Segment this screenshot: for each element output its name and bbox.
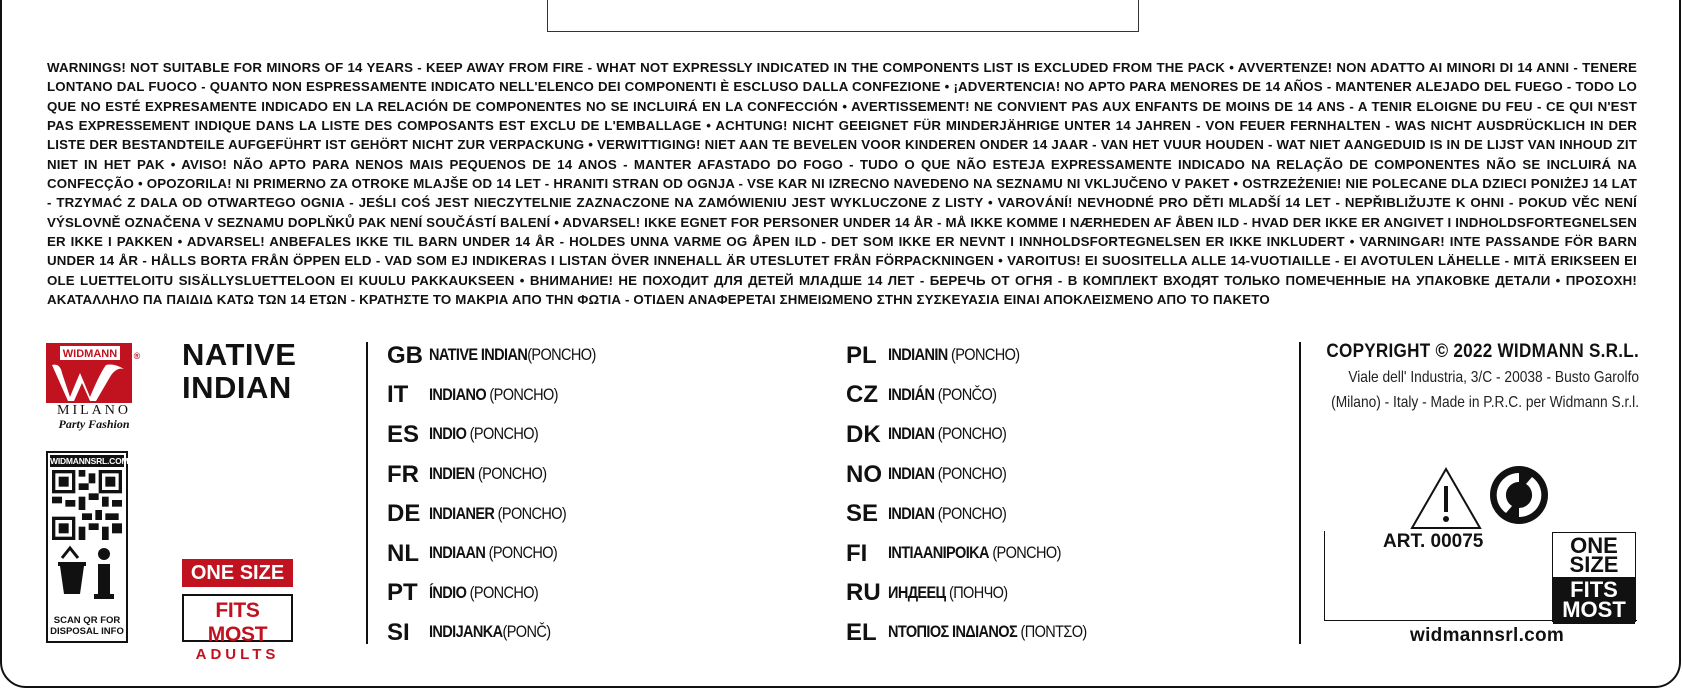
language-row <box>846 494 1114 534</box>
scan-line-2: DISPOSAL INFO <box>50 626 124 637</box>
address-line-1: Viale dell' Industria, 3/C - 20038 - Busto Garolfo <box>1348 369 1639 386</box>
language-detail: (PONCHO) <box>934 425 1007 444</box>
title-line-2: INDIAN <box>182 370 292 405</box>
one-size-fits-most-badge <box>1552 532 1636 622</box>
product-title <box>182 338 296 404</box>
widmann-logo <box>46 343 142 431</box>
qr-code-icon[interactable] <box>52 470 122 540</box>
language-detail: (PONCHO) <box>934 504 1007 523</box>
language-code: FI <box>846 539 868 567</box>
safety-icons <box>1410 466 1606 537</box>
language-name: INDIJANKA <box>429 623 503 642</box>
language-row <box>846 376 1114 416</box>
logo-wordmark: WIDMANN <box>62 348 118 360</box>
language-code: GB <box>387 341 423 369</box>
one-size-badge: ONE SIZE <box>182 559 293 587</box>
green-dot-recycle-icon <box>1490 466 1548 524</box>
language-code: IT <box>387 381 409 409</box>
most-label: MOST <box>1562 597 1626 622</box>
registered-mark: ® <box>133 351 141 361</box>
language-detail: (PONCHO) <box>474 465 547 484</box>
title-line-1: NATIVE <box>182 337 297 372</box>
language-detail: (PONCHO) <box>485 544 558 563</box>
widmann-w-icon <box>46 343 142 403</box>
language-row <box>846 415 1114 455</box>
company-info <box>1281 341 1639 415</box>
adults-label: ADULTS <box>195 646 280 663</box>
language-list-left <box>387 336 618 653</box>
language-code: ES <box>387 420 420 448</box>
qr-disposal-box <box>46 451 128 643</box>
language-row <box>387 494 618 534</box>
icons-svg <box>1410 466 1606 532</box>
language-name: INDIAAN <box>429 544 486 563</box>
fits-label: FITS <box>1570 577 1618 602</box>
language-row <box>846 574 1114 614</box>
language-code: DK <box>846 420 881 448</box>
logo-city: MILANO <box>57 403 131 418</box>
divider-left <box>366 342 368 644</box>
language-name: INDIANIN <box>888 346 948 365</box>
language-row <box>387 613 618 653</box>
size-label: SIZE <box>1569 552 1619 577</box>
language-name: INDIANO <box>429 385 487 404</box>
fits-most-adults-badge <box>182 594 293 663</box>
language-code: NO <box>846 460 882 488</box>
language-detail: (PONCHO) <box>494 504 567 523</box>
language-row <box>387 574 618 614</box>
language-code: EL <box>846 618 877 646</box>
warning-triangle-icon <box>1412 469 1480 528</box>
language-code: RU <box>846 579 881 607</box>
warnings-paragraph: WARNINGS! NOT SUITABLE FOR MINORS OF 14 YEARS - KEEP AWAY FROM FIRE - WHAT NOT EXPRESSLY INDICATED IN THE COMPONENTS LIST IS EXCLUDED FROM THE PACK • AVVERTENZE! NON ADATTO AI MINORI DI 14 ANNI - TENERE LONTANO DAL FUOCO - QUANTO NON ESPRESSAMENTE INDICATO NELL'ELENCO DEI COMPONENTI È ESCLUSO DALLA CONFEZIONE • ¡ADVERTENCIA! NO APTO PARA MENORES DE 14 AÑOS - MANTENER ALEJADO DEL FUEGO - TODO LO QUE NO ESTÉ EXPRESAMENTE INDICADO EN LA RELACIÓN DE COMPONENTES NO SE INCLUIRÁ EN LA CONFECCIÓN • AVERTISSEMENT! NE CONVIENT PAS AUX ENFANTS DE MOINS DE 14 ANS - A TENIR ELOIGNE DU FEU - CE QUI N'EST PAS EXPRESSEMENT INDIQUE DANS LA LISTE DES COMPOSANTS EST EXCLU DE L'EMBALLAGE • ACHTUNG! NICHT GEEIGNET FÜR MINDERJÄHRIGE UNTER 14 JAHREN - VON FEUER FERNHALTEN - WAS NICHT AUSDRÜCKLICH IN DER LISTE DER BESTANDTEILE AUFGEFÜHRT IST GEHÖRT NICHT ZUR VERPACKUNG • VERWITTIGING! NIET AAN TE BEVELEN VOOR KINDEREN ONDER 14 JAAR - VAN HET VUUR HOUDEN - WAT NIET AANGEDUID IS IN DE LIJST VAN INHOUD ZIT NIET IN HET PAK • AVISO! NÃO APTO PARA NENOS MAIS PEQUENOS DE 14 ANOS - MANTER AFASTADO DO FOGO - TUDO O QUE NÃO ESTEJA EXPRESSAMENTE INDICADO NA RELAÇÃO DE COMPONENTES NÃO SE INCLUIRÁ NA CONFECÇÃO • OPOZORILA! NI PRIMERNO ZA OTROKE MLAJŠE OD 14 LET - HRANITI STRAN OD OGNJA - VSE KAR NI IZRECNO NAVEDENO NA SEZNAMU NI VKLJUČENO V PAKET • OSTRZEŻENIE! NIE POLECANE DLA DZIECI PONIŻEJ 14 LAT - TRZYMAĆ Z DALA OD OTWARTEGO OGNIA - JEŚLI COŚ JEST NIECZYTELNIE ZAZNACZONE NA ZAMÓWIENIU JEST WYKLUCZONE Z LISTY • VAROVÁNÍ! NEVHODNÉ PRO DĚTI MLADŠÍ 14 LET - NEPŘIBLIŽUJTE K OHNI - POKUD VĚC NENÍ VÝSLOVNĚ OZNAČENA V SEZNAMU DOPLŇKŮ PAK NENÍ SOUČÁSTÍ BALENÍ • ADVARSEL! IKKE EGNET FOR PERSONER UNDER 14 ÅR - MÅ IKKE KOMME I NÆRHEDEN AF ÅBEN ILD - HVAD DER IKKE ER ANGIVET I INDHOLDSFORTEGNELSEN ER IKKE I PAKKEN • ADVARSEL! ANBEFALES IKKE TIL BARN UNDER 14 ÅR - HOLDES UNNA VARME OG ÅPEN ILD - DET SOM IKKE ER NEVNT I INNHOLDSFORTEGNELSEN ER IKKE INKLUDERT • VARNINGAR! INTE PASSANDE FÖR BARN UNDER 14 ÅR - HÅLLS BORTA FRÅN ÖPPEN ELD - VAD SOM EJ INDIKERAS I LISTAN ÖVER INNEHALL ÄR UTESLUTET FRÅN FÖRPACKNINGEN • VAROITUS! EI SUOSITELLA ALLE 14-VUOTIAILLE - EI AVOTULEN LÄHELLE - MITÄ ERIKSEEN EI OLE LUETTELOITU SISÄLLYSLUETTELOON EI KUULU PAKKAUKSEEN • ВНИМАНИЕ! НЕ ПОХОДИТ ДЛЯ ДЕТЕЙ МЛАДШЕ 14 ЛЕТ - БЕРЕЧЬ ОТ ОГНЯ - В КОМПЛЕКТ ВХОДЯТ ТОЛЬКО ПОМЕЧЕННЫЕ НА УПАКОВКЕ ДЕТАЛИ • ΠΡΟΣΟΧΗ! ΑΚΑΤΑΛΛΗΛΟ ΠΑ ΠΑΙΔΙΔ ΚΑΤΩ ΤΩΝ 14 ΕΤΩΝ - ΚΡΑΤΗΣΤΕ ΤΟ ΜΑΚΡΙΑ ΑΠΟ ΤΗΝ ΦΩΤΙΑ - ΟΤΙΔΕΝ ΑΝΑΦΕΡΕΤΑΙ ΣΗΜΕΙΩΜΕΝΟ ΣΤΗΝ ΣΥΣΚΕΥΑΣΙΑ ΕΙΝΑΙ ΑΠΟΚΛΕΙΣΜΕΝΟ ΑΠΟ ΤΟ ΠΑΚΕΤΟ <box>47 60 1637 308</box>
language-name: INDIAN <box>888 425 935 444</box>
language-name: INDIAN <box>888 504 935 523</box>
language-row <box>846 455 1114 495</box>
language-row <box>387 336 618 376</box>
language-row <box>387 376 618 416</box>
language-detail: (PONCHO) <box>988 544 1061 563</box>
language-row <box>846 336 1114 376</box>
logo-tagline: Party Fashion <box>58 417 130 431</box>
language-code: DE <box>387 500 421 528</box>
language-detail: (PONČ) <box>502 623 551 642</box>
language-row <box>387 455 618 495</box>
language-code: SI <box>387 618 410 646</box>
language-name: ÍNDIO <box>429 583 467 602</box>
top-window-box <box>547 0 1139 32</box>
language-code: SE <box>846 500 879 528</box>
language-name: INDIO <box>429 425 467 444</box>
language-code: PT <box>387 579 418 607</box>
language-list-right <box>846 336 1114 653</box>
fits-most-label: FITS MOST <box>207 599 268 646</box>
language-name: INDIANER <box>429 504 495 523</box>
language-row <box>846 534 1114 574</box>
language-name: INDIEN <box>429 465 475 484</box>
language-row <box>387 534 618 574</box>
language-detail: (PONCHO) <box>527 346 596 365</box>
copyright-line: COPYRIGHT © 2022 WIDMANN S.R.L. <box>1326 341 1639 362</box>
language-row <box>387 415 618 455</box>
article-number: ART. 00075 <box>1383 531 1484 552</box>
language-name: INTIAANIPOIKA <box>888 544 989 563</box>
scan-qr-instructions <box>48 615 126 637</box>
language-detail: (PONCHO) <box>947 346 1020 365</box>
language-name: NATIVE INDIAN <box>429 346 528 365</box>
bin-info-icon <box>52 544 122 608</box>
scan-line-1: SCAN QR FOR <box>53 615 121 626</box>
language-code: PL <box>846 341 877 369</box>
language-detail: (PONCHO) <box>466 583 539 602</box>
language-name: ИНДЕЕЦ <box>888 583 946 602</box>
language-name: INDIAN <box>888 465 935 484</box>
language-detail: (ПОНЧО) <box>945 583 1008 602</box>
language-detail: (PONCHO) <box>486 385 558 404</box>
language-detail: (PONCHO) <box>466 425 539 444</box>
language-detail: (PONCHO) <box>934 465 1007 484</box>
language-code: FR <box>387 460 419 488</box>
language-code: NL <box>387 539 419 567</box>
qr-url-label: WIDMANNSRL.COM <box>50 456 129 466</box>
one-label: ONE <box>1570 533 1618 558</box>
language-name: ΝΤΟΠΙΟΣ ΙΝΔΙΑΝΟΣ <box>888 623 1018 642</box>
website-link[interactable]: widmannsrl.com <box>1410 625 1565 646</box>
language-code: CZ <box>846 381 878 409</box>
language-detail: (PONČO) <box>934 385 997 404</box>
language-row <box>846 613 1114 653</box>
address-line-2: (Milano) - Italy - Made in P.R.C. per Widmann S.r.l. <box>1331 394 1639 411</box>
language-name: INDIÁN <box>888 385 935 404</box>
language-detail: (ΠΟΝΤΣΟ) <box>1017 623 1087 642</box>
